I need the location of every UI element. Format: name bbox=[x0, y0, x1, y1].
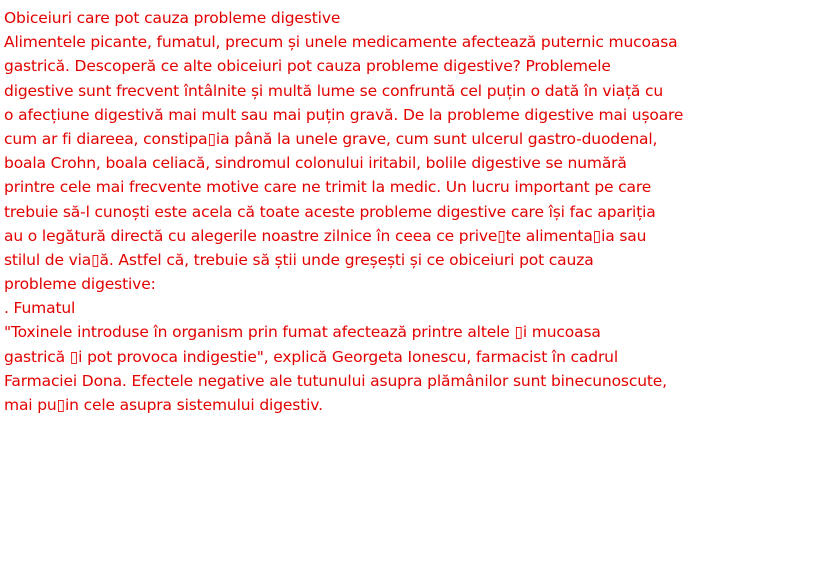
text-line: digestive sunt frecvent întâlnite și multă lume se confruntă cel puțin o dată în viață cu bbox=[4, 81, 664, 100]
article-title: Obiceiuri care pot cauza probleme digestive bbox=[4, 9, 341, 27]
text-line: Alimentele picante, fumatul, precum și unele medicamente afectează puternic mucoasa bbox=[4, 33, 678, 52]
article-body bbox=[4, 6, 828, 417]
text-line: gastrică ▯i pot provoca indigestie", explică Georgeta Ionescu, farmacist în cadrul bbox=[4, 347, 619, 366]
text-line: Farmaciei Dona. Efectele negative ale tutunului asupra plămânilor sunt binecunoscute, bbox=[4, 371, 667, 390]
text-line: stilul de via▯ă. Astfel că, trebuie să știi unde greșești și ce obiceiuri pot cauza bbox=[4, 250, 594, 269]
text-line: mai pu▯in cele asupra sistemului digestiv. bbox=[4, 396, 323, 414]
text-line: "Toxinele introduse în organism prin fumat afectează printre altele ▯i mucoasa bbox=[4, 323, 601, 342]
text-line: boala Crohn, boala celiacă, sindromul colonului iritabil, bolile digestive se numără bbox=[4, 154, 627, 173]
text-line: probleme digestive: bbox=[4, 275, 156, 294]
text-line: au o legătură directă cu alegerile noastre zilnice în ceea ce prive▯te alimenta▯ia sau bbox=[4, 226, 647, 245]
text-line: trebuie să-l cunoști este acela că toate aceste probleme digestive care își fac apariția bbox=[4, 202, 656, 221]
text-line: o afecțiune digestivă mai mult sau mai puțin gravă. De la probleme digestive mai ușoare bbox=[4, 105, 684, 124]
text-line: printre cele mai frecvente motive care ne trimit la medic. Un lucru important pe care bbox=[4, 178, 652, 197]
text-line: cum ar fi diareea, constipa▯ia până la unele grave, cum sunt ulcerul gastro-duodenal, bbox=[4, 129, 658, 148]
section-heading: . Fumatul bbox=[4, 299, 76, 318]
text-line: gastrică. Descoperă ce alte obiceiuri pot cauza probleme digestive? Problemele bbox=[4, 57, 611, 76]
